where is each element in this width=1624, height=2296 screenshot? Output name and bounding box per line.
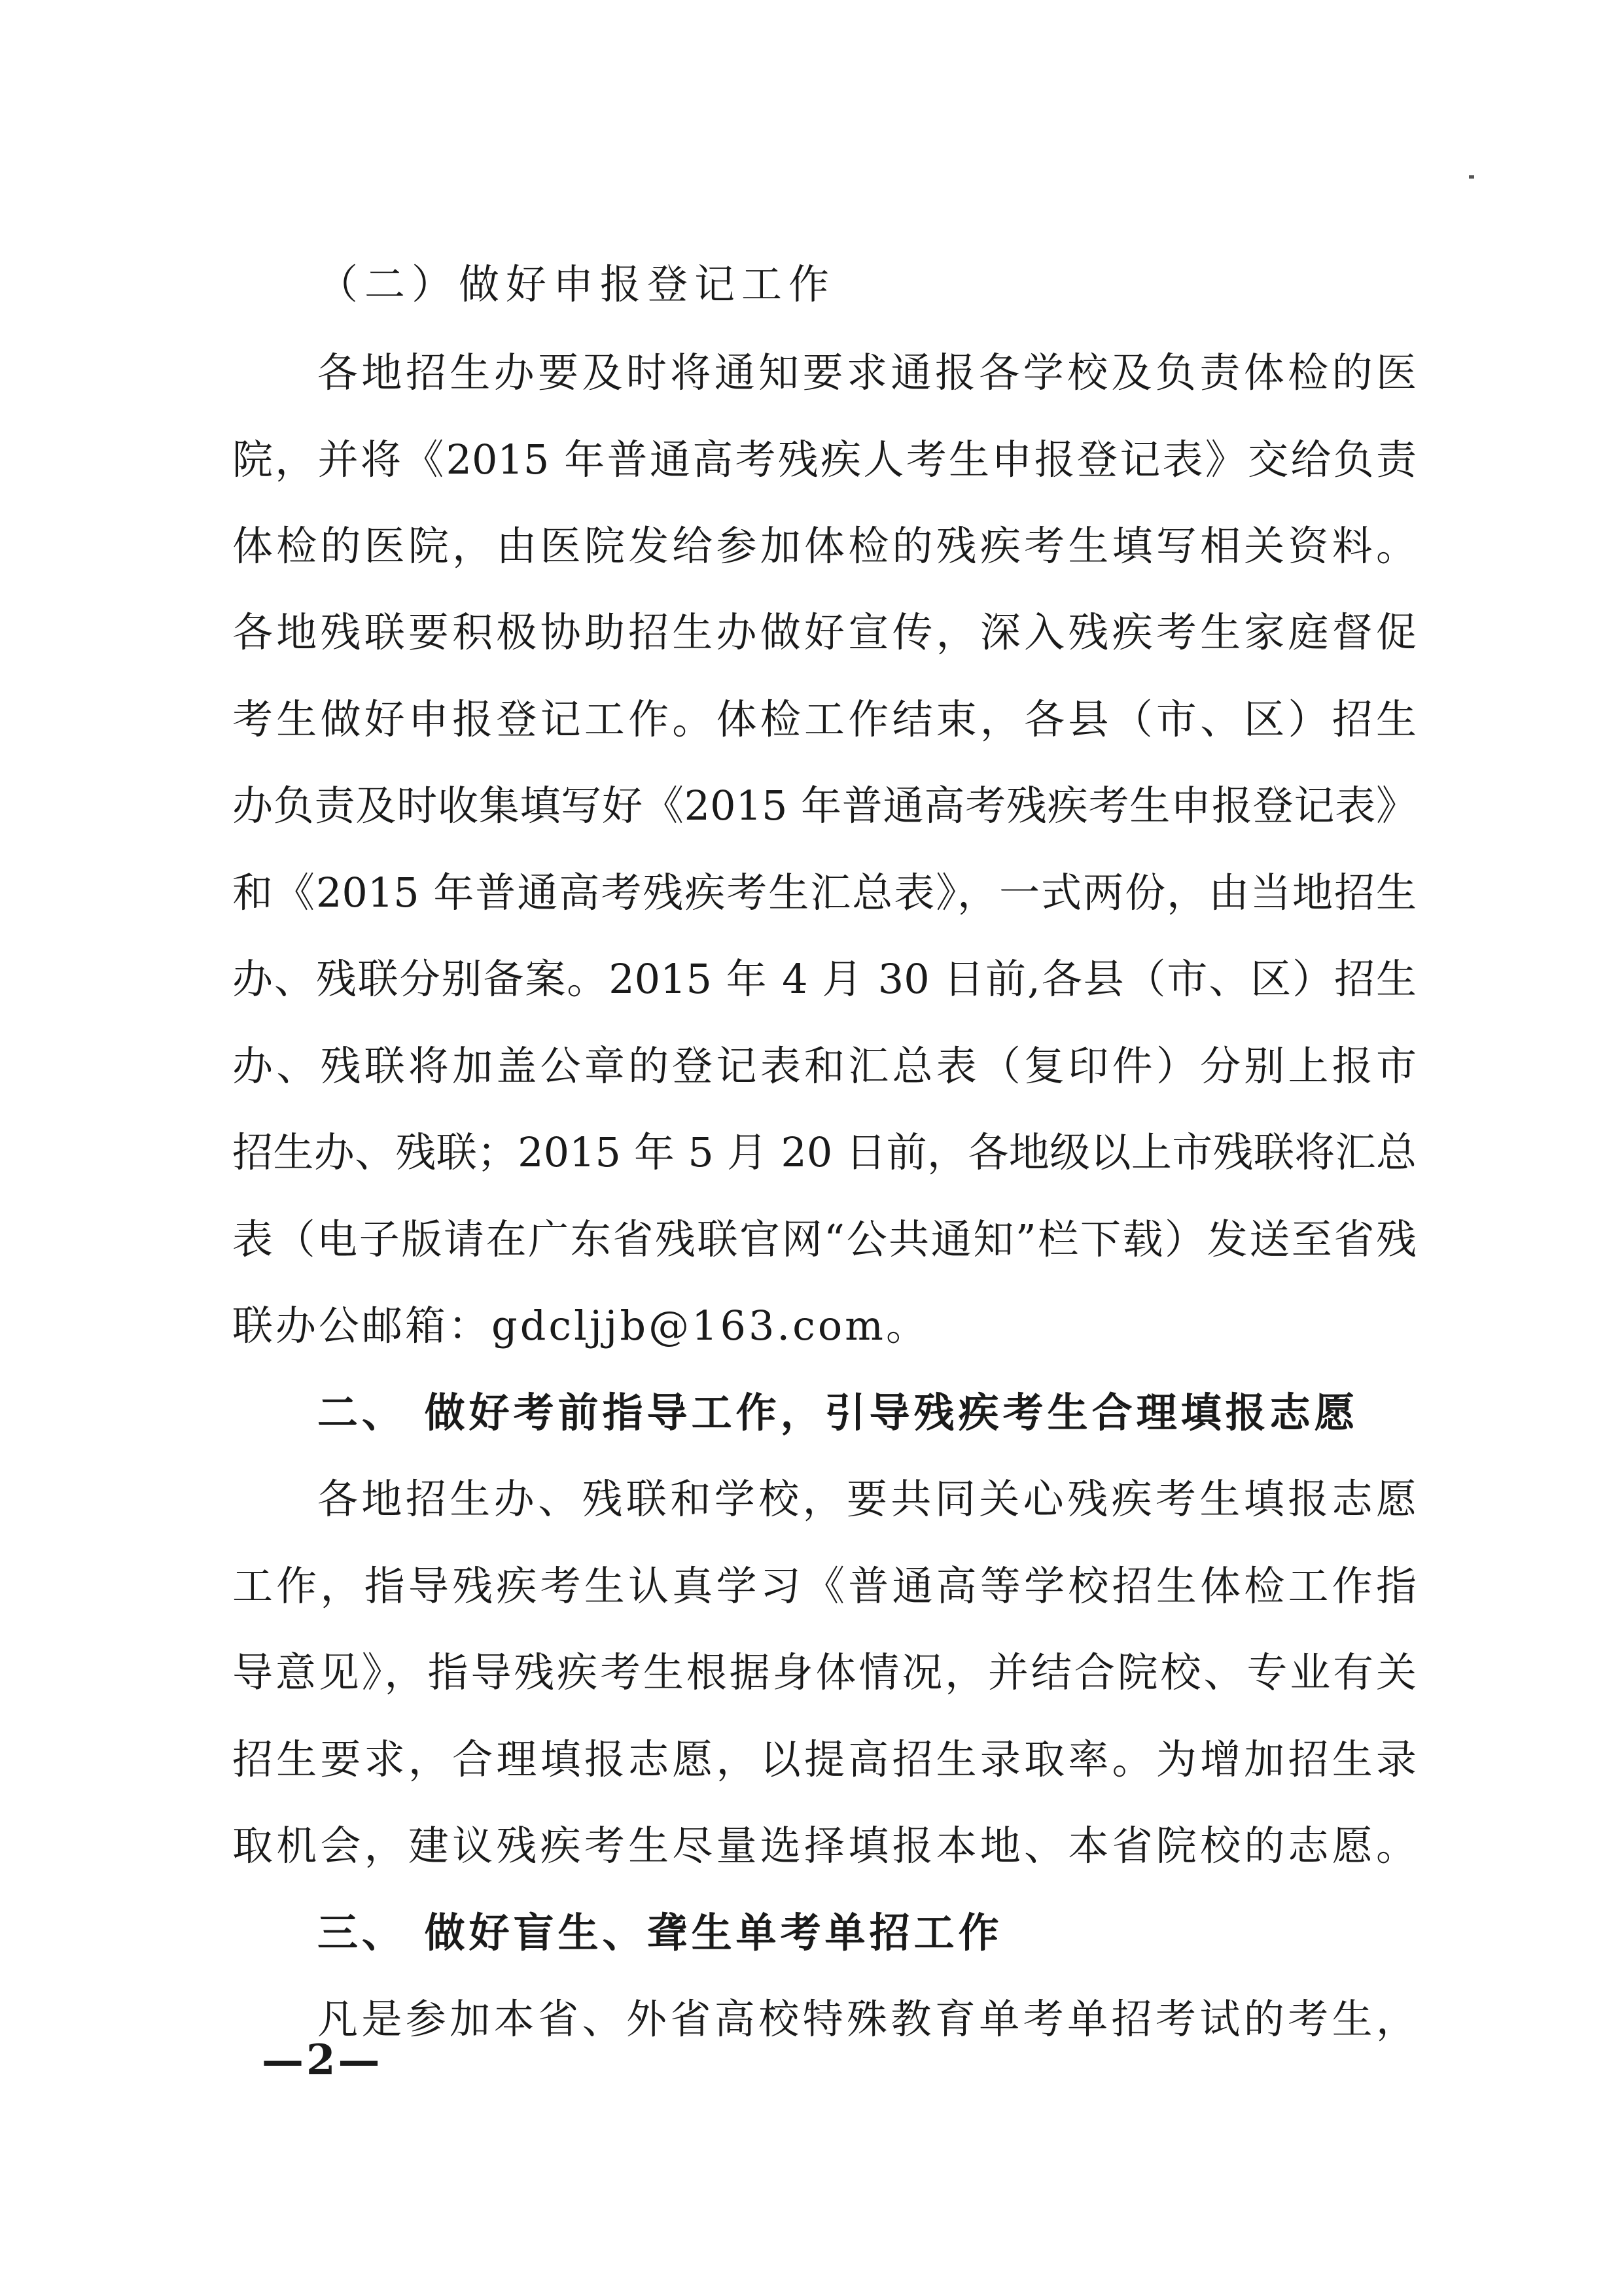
paragraph-line: 取机会，建议残疾考生尽量选择填报本地、本省院校的志愿。 bbox=[232, 1822, 1417, 1870]
subsection-heading: （二）做好申报登记工作 bbox=[317, 260, 836, 308]
paragraph-line: 凡是参加本省、外省高校特殊教育单考单招考试的考生， bbox=[317, 1995, 1417, 2043]
scan-speck bbox=[1469, 175, 1474, 179]
paragraph-line: 招生要求，合理填报志愿，以提高招生录取率。为增加招生录 bbox=[232, 1735, 1417, 1783]
paragraph-line: 和《2015 年普通高考残疾考生汇总表》，一式两份，由当地招生 bbox=[232, 869, 1417, 916]
paragraph-line: 办负责及时收集填写好《2015 年普通高考残疾考生申报登记表》 bbox=[232, 782, 1417, 829]
paragraph-line: 工作，指导残疾考生认真学习《普通高等学校招生体检工作指 bbox=[232, 1562, 1417, 1610]
section-heading-2: 二、 做好考前指导工作，引导残疾考生合理填报志愿 bbox=[317, 1389, 1359, 1436]
paragraph-line: 体检的医院，由医院发给参加体检的残疾考生填写相关资料。 bbox=[232, 522, 1417, 570]
paragraph-line: 办、残联将加盖公章的登记表和汇总表（复印件）分别上报市 bbox=[232, 1042, 1417, 1090]
paragraph-line: 招生办、残联；2015 年 5 月 20 日前，各地级以上市残联将汇总 bbox=[232, 1128, 1417, 1176]
paragraph-line: 导意见》，指导残疾考生根据身体情况，并结合院校、专业有关 bbox=[232, 1648, 1417, 1696]
paragraph-line: 考生做好申报登记工作。体检工作结束，各县（市、区）招生 bbox=[232, 695, 1417, 743]
paragraph-line: 表（电子版请在广东省残联官网“公共通知”栏下载）发送至省残 bbox=[232, 1215, 1417, 1263]
page-number: —2— bbox=[262, 2036, 383, 2085]
paragraph-line: 院，并将《2015 年普通高考残疾人考生申报登记表》交给负责 bbox=[232, 436, 1417, 483]
paragraph-line: 办、残联分别备案。2015 年 4 月 30 日前,各县（市、区）招生 bbox=[232, 955, 1417, 1003]
paragraph-line: 各地招生办要及时将通知要求通报各学校及负责体检的医 bbox=[317, 349, 1417, 396]
paragraph-line: 联办公邮箱：gdcljjb@163.com。 bbox=[232, 1302, 929, 1349]
paragraph-line: 各地残联要积极协助招生办做好宣传，深入残疾考生家庭督促 bbox=[232, 608, 1417, 656]
section-heading-3: 三、 做好盲生、聋生单考单招工作 bbox=[317, 1909, 1003, 1957]
paragraph-line: 各地招生办、残联和学校，要共同关心残疾考生填报志愿 bbox=[317, 1475, 1417, 1523]
